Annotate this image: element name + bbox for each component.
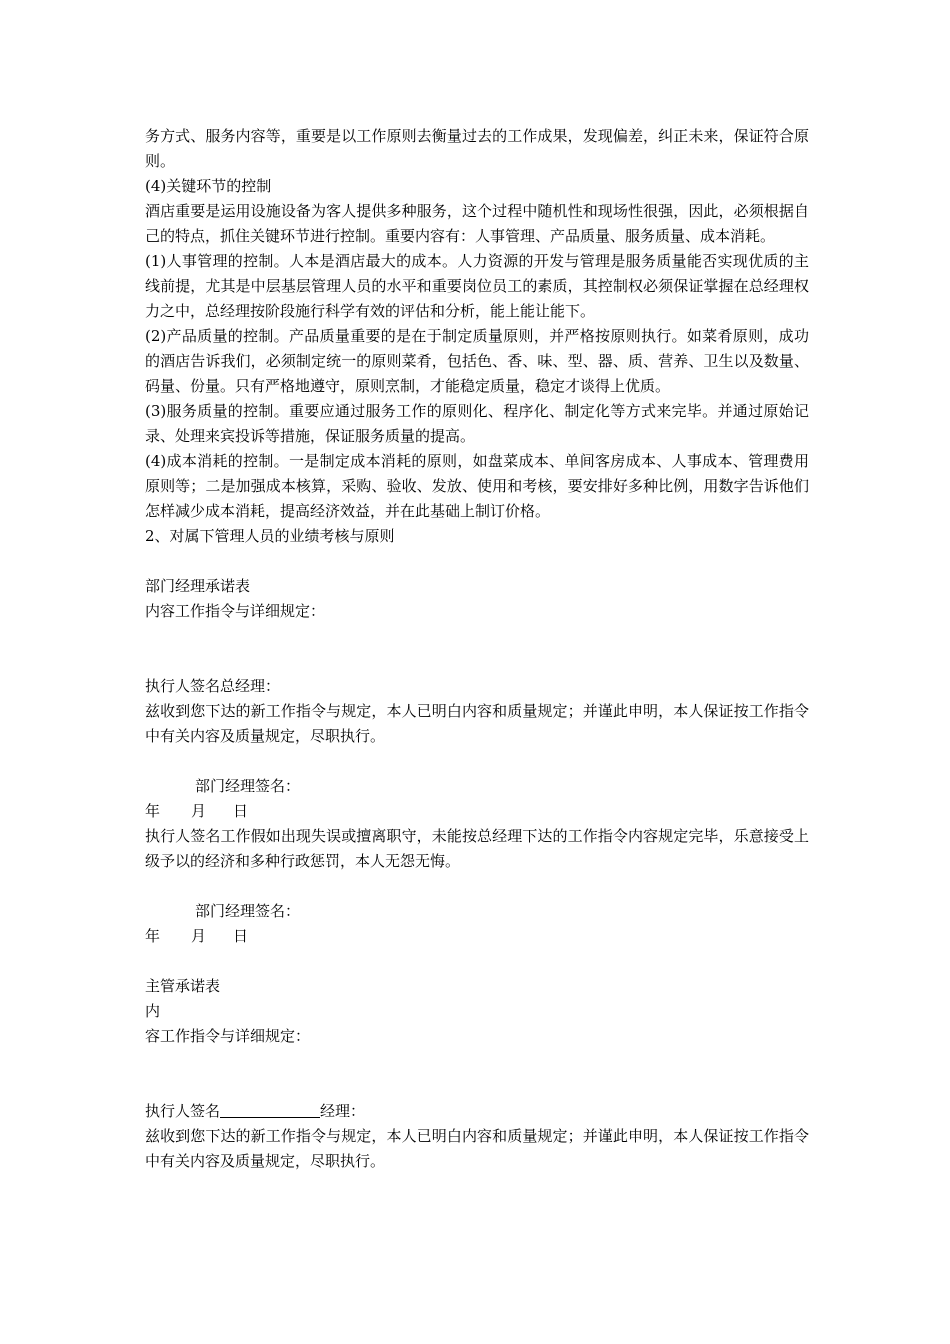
paragraph-cost-control: (4)成本消耗的控制。一是制定成本消耗的原则，如盘菜成本、单间客房成本、人事成本、管理费用原则等；二是加强成本核算，采购、验收、发放、使用和考核，要安排好多种比例，用数字告诉他们怎样减少成本消耗，提高经济效益，并在此基础上制订价格。	[145, 452, 809, 520]
form1-pledge: 兹收到您下达的新工作指令与规定，本人已明白内容和质量规定；并谨此申明，本人保证按工作指令中有关内容及质量规定，尽职执行。	[145, 702, 809, 745]
form2-pledge: 兹收到您下达的新工作指令与规定，本人已明白内容和质量规定；并谨此申明，本人保证按工作指令中有关内容及质量规定，尽职执行。	[145, 1127, 809, 1170]
form1-signature-1: 部门经理签名：	[195, 777, 301, 795]
date-day: 日	[233, 802, 249, 820]
paragraph-service-quality-control: (3)服务质量的控制。重要应通过服务工作的原则化、程序化、制定化等方式来完毕。并通过原始记录、处理来宾投诉等措施，保证服务质量的提高。	[145, 402, 809, 445]
form2-signer-prefix: 执行人签名	[145, 1102, 221, 1120]
spacer	[145, 624, 809, 674]
form1-penalty: 执行人签名工作假如出现失误或擅离职守，未能按总经理下达的工作指令内容规定完毕，乐意接受上级予以的经济和多种行政惩罚，本人无怨无悔。	[145, 827, 809, 870]
spacer	[145, 1049, 809, 1099]
paragraph-key-links: 酒店重要是运用设施设备为客人提供多种服务，这个过程中随机性和现场性很强，因此，必须根据自己的特点，抓住关键环节进行控制。重要内容有：人事管理、产品质量、服务质量、成本消耗。	[145, 202, 809, 245]
heading-performance-appraisal: 2、对属下管理人员的业绩考核与原则	[145, 527, 395, 545]
form2-signer-suffix: 经理：	[320, 1102, 366, 1120]
date-month: 月	[191, 927, 207, 945]
form1-content-label: 内容工作指令与详细规定：	[145, 602, 326, 620]
form1-title: 部门经理承诺表	[145, 577, 251, 595]
form1-signer-line: 执行人签名总经理：	[145, 677, 281, 695]
form1-date-1	[145, 799, 809, 824]
date-year: 年	[145, 802, 161, 820]
form2-signer-line	[145, 1099, 809, 1124]
spacer	[145, 949, 809, 974]
form1-signature-2: 部门经理签名：	[195, 902, 301, 920]
spacer	[145, 749, 809, 774]
form2-content-label-2: 容工作指令与详细规定：	[145, 1027, 311, 1045]
heading-key-links-control: (4)关键环节的控制	[145, 177, 272, 195]
date-year: 年	[145, 927, 161, 945]
signature-underline	[220, 1101, 320, 1118]
spacer	[145, 549, 809, 574]
date-day: 日	[233, 927, 249, 945]
form2-title: 主管承诺表	[145, 977, 221, 995]
form2-content-label-1: 内	[145, 1002, 161, 1020]
paragraph-service-principles: 务方式、服务内容等，重要是以工作原则去衡量过去的工作成果，发现偏差，纠正未来，保证符合原则。	[145, 127, 809, 170]
form1-date-2	[145, 924, 809, 949]
paragraph-personnel-control: (1)人事管理的控制。人本是酒店最大的成本。人力资源的开发与管理是服务质量能否实现优质的主线前提，尤其是中层基层管理人员的水平和重要岗位员工的素质，其控制权必须保证掌握在总经理权力之中，总经理按阶段施行科学有效的评估和分析，能上能让能下。	[145, 252, 809, 320]
paragraph-product-quality-control: (2)产品质量的控制。产品质量重要的是在于制定质量原则，并严格按原则执行。如菜肴原则，成功的酒店告诉我们，必须制定统一的原则菜肴，包括色、香、味、型、器、质、营养、卫生以及数量、码量、份量。只有严格地遵守，原则烹制，才能稳定质量，稳定才谈得上优质。	[145, 327, 809, 395]
date-month: 月	[191, 802, 207, 820]
spacer	[145, 874, 809, 899]
document-page	[145, 124, 809, 1174]
